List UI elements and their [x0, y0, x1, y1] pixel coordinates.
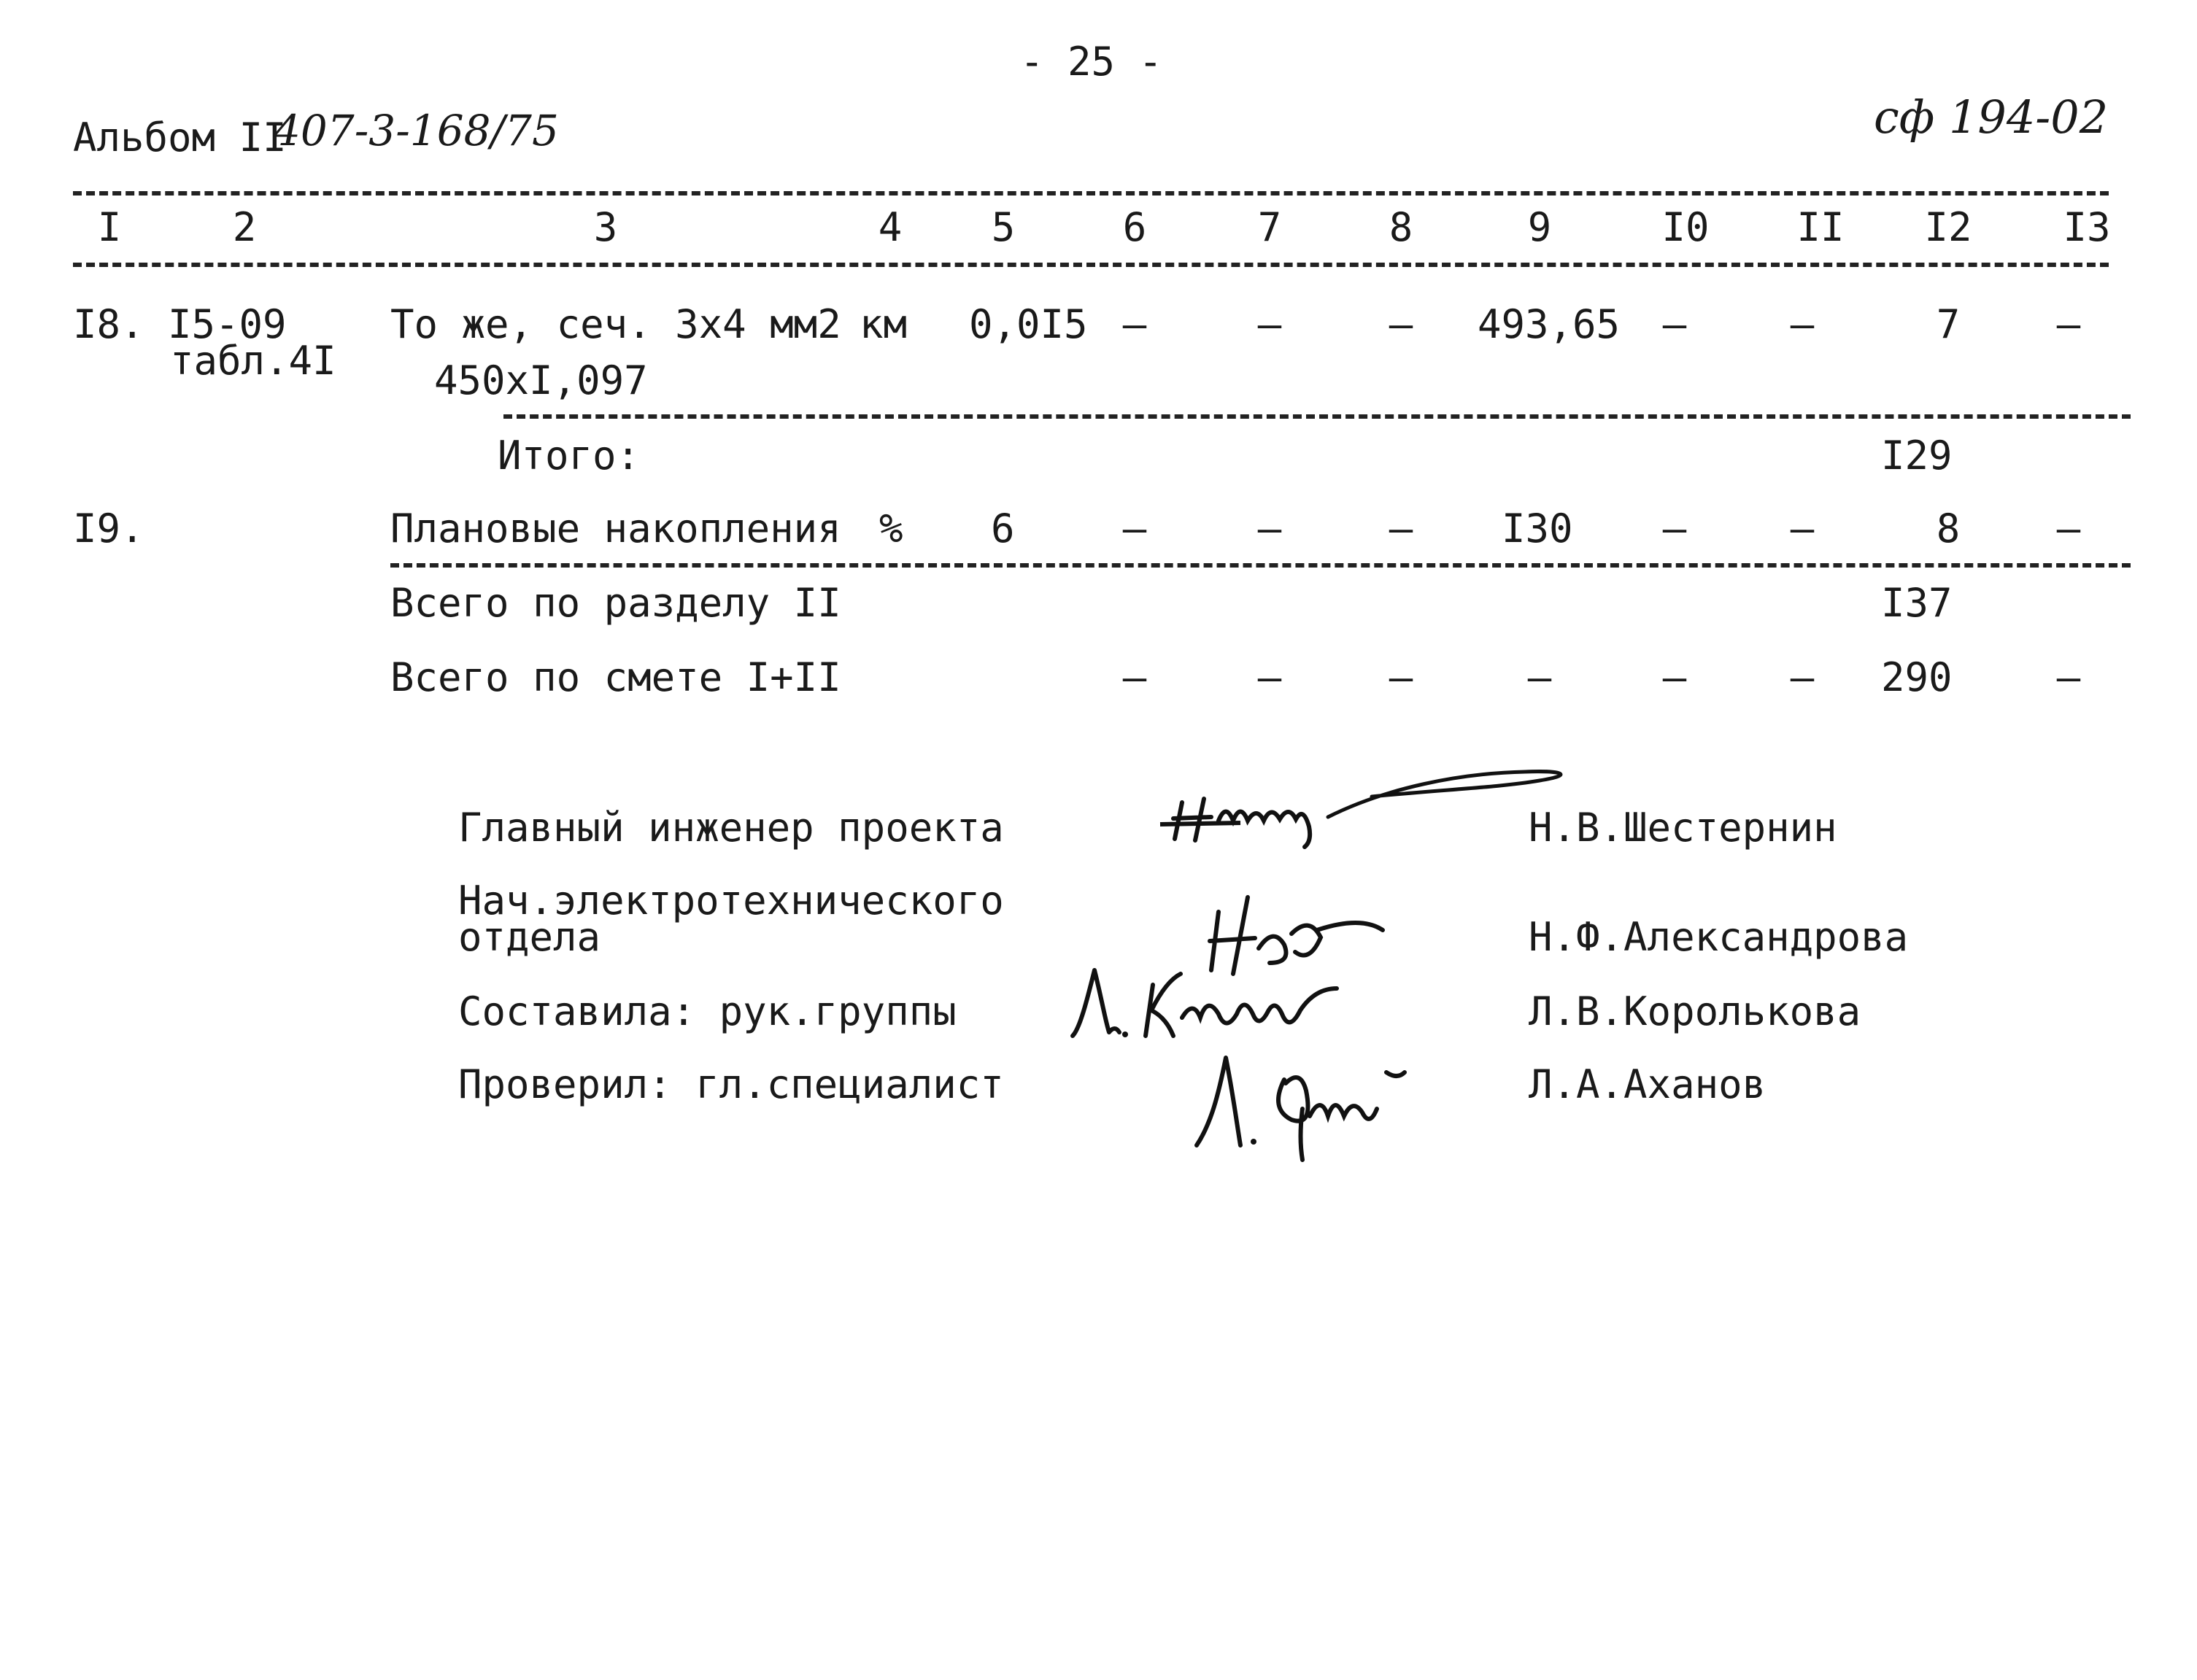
row-19-description: Плановые накопления — [390, 506, 841, 551]
row-19-col7: – — [1257, 506, 1282, 551]
signature-role-department-head-line2: отдела — [458, 914, 601, 960]
grand-total-col13: – — [2056, 654, 2081, 700]
row-18-formula: 450хI,097 — [434, 357, 648, 403]
column-header-11: II — [1796, 204, 1845, 250]
column-header-4: 4 — [878, 204, 903, 250]
signature-role-chief-engineer: Главный инженер проекта — [458, 805, 1004, 851]
grand-total-col7: – — [1257, 654, 1282, 700]
column-header-10: I0 — [1661, 204, 1710, 250]
handwritten-signature-chief-engineer — [1153, 759, 1620, 853]
handwritten-signature-checker — [1182, 1043, 1430, 1167]
sheet-code: сф 194-02 — [1874, 90, 2109, 144]
handwritten-signature-compiler — [1065, 948, 1416, 1050]
row-19-col13: – — [2056, 506, 2081, 551]
column-header-12: I2 — [1924, 204, 1972, 250]
subtotal-label: Итого: — [498, 433, 641, 479]
header-rule-bottom — [73, 263, 2109, 267]
section-total-label: Всего по разделу II — [390, 580, 841, 626]
signature-name-department-head: Н.Ф.Александрова — [1529, 914, 1909, 960]
column-header-9: 9 — [1527, 204, 1552, 250]
column-header-7: 7 — [1257, 204, 1282, 250]
row-19-col12: 8 — [1936, 506, 1961, 551]
grand-total-col11: – — [1790, 654, 1815, 700]
row-19-unit: % — [879, 506, 903, 551]
row-19-quantity: 6 — [991, 506, 1015, 551]
row-18-quantity: 0,0I5 — [969, 301, 1088, 347]
row-19-col8: – — [1389, 506, 1413, 551]
grand-total-value: 290 — [1881, 654, 1953, 700]
row-18-table-ref: табл.4I — [170, 338, 336, 384]
row-19-col10: – — [1662, 506, 1687, 551]
row-19-col11: – — [1790, 506, 1815, 551]
row-rule-2 — [390, 563, 2131, 568]
page-number: - 25 - — [1020, 39, 1163, 85]
section-total-value: I37 — [1881, 580, 1953, 626]
column-header-1: I — [97, 204, 122, 250]
column-header-5: 5 — [991, 204, 1016, 250]
header-rule-top — [73, 191, 2109, 196]
row-18-col6: – — [1122, 301, 1147, 347]
album-code: 407-3-168/75 — [274, 106, 559, 155]
column-header-6: 6 — [1122, 204, 1147, 250]
row-18-col7: – — [1257, 301, 1282, 347]
subtotal-value: I29 — [1881, 433, 1953, 479]
column-header-2: 2 — [232, 204, 257, 250]
signature-name-compiler: Л.В.Королькова — [1529, 988, 1861, 1034]
column-header-13: I3 — [2063, 204, 2111, 250]
row-19-number: I9. — [73, 506, 144, 551]
signature-name-checker: Л.А.Аханов — [1529, 1061, 1767, 1107]
row-18-number: I8. — [73, 301, 144, 347]
grand-total-col10: – — [1662, 654, 1687, 700]
row-19-col9: I30 — [1502, 506, 1573, 551]
row-18-col11: – — [1790, 301, 1815, 347]
row-18-col12: 7 — [1936, 301, 1961, 347]
signature-name-chief-engineer: Н.В.Шестернин — [1529, 805, 1837, 851]
column-header-3: 3 — [593, 204, 618, 250]
row-18-unit: км — [860, 301, 908, 347]
column-header-8: 8 — [1389, 204, 1413, 250]
row-18-col8: – — [1389, 301, 1413, 347]
row-18-code: I5-09 — [168, 301, 287, 347]
row-rule-1 — [503, 414, 2131, 419]
signature-role-department-head-line1: Нач.электротехнического — [458, 878, 1004, 924]
row-18-col10: – — [1662, 301, 1687, 347]
grand-total-col8: – — [1389, 654, 1413, 700]
signature-role-checker: Проверил: гл.специалист — [458, 1061, 1004, 1107]
row-18-col13: – — [2056, 301, 2081, 347]
row-18-description: То же, сеч. 3х4 мм2 — [390, 301, 841, 347]
album-label: Альбом II — [73, 115, 287, 160]
grand-total-label: Всего по смете I+II — [390, 654, 841, 700]
grand-total-col9: – — [1527, 654, 1552, 700]
grand-total-col6: – — [1122, 654, 1147, 700]
row-18-col9: 493,65 — [1478, 301, 1621, 347]
signature-role-compiler: Составила: рук.группы — [458, 988, 957, 1034]
row-19-col6: – — [1122, 506, 1147, 551]
